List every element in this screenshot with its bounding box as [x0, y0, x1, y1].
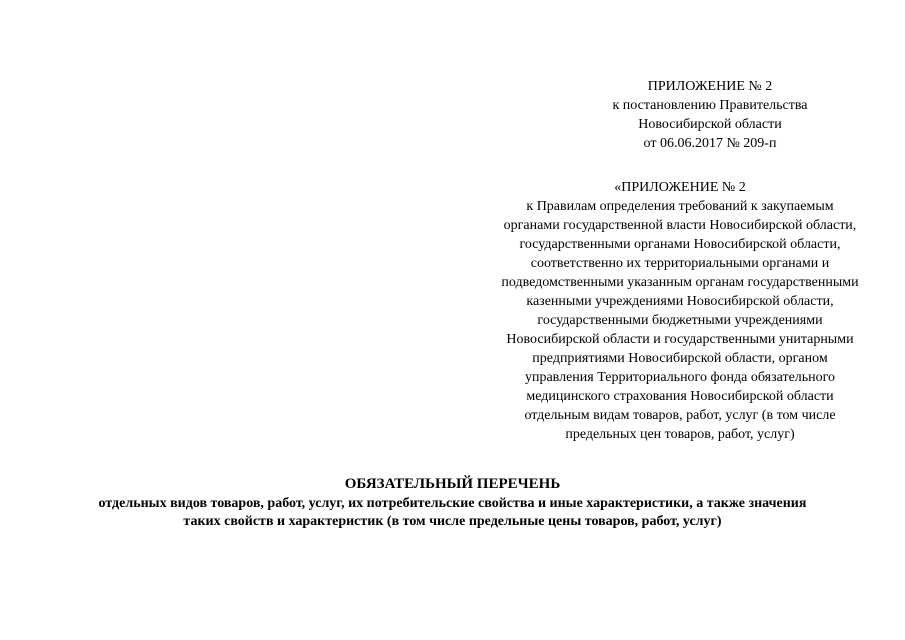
rules-line: подведомственными указанным органам государственными: [501, 275, 859, 290]
rules-line: Новосибирской области и государственными унитарными: [506, 332, 854, 347]
rules-line: государственными органами Новосибирской области,: [519, 237, 841, 252]
rules-appendix-header: [470, 178, 890, 444]
appendix-line: Новосибирской области: [638, 117, 782, 132]
title-subtitle-line: отдельных видов товаров, работ, услуг, их потребительские свойства и иные характеристики, а также значения: [98, 496, 807, 511]
appendix-line: к постановлению Правительства: [612, 98, 808, 113]
title-subtitle-line: таких свойств и характеристик (в том числе предельные цены товаров, работ, услуг): [183, 514, 722, 529]
rules-line: казенными учреждениями Новосибирской области,: [526, 294, 834, 309]
rules-line: государственными бюджетными учреждениями: [537, 313, 823, 328]
appendix-line: ПРИЛОЖЕНИЕ № 2: [647, 79, 773, 94]
appendix-header: [560, 77, 860, 153]
rules-line: к Правилам определения требований к закупаемым: [526, 199, 834, 214]
rules-line: управления Территориального фонда обязательного: [524, 370, 836, 385]
rules-line: «ПРИЛОЖЕНИЕ № 2: [614, 180, 746, 195]
document-title: [20, 474, 885, 531]
rules-line: соответственно их территориальными органами и: [530, 256, 830, 271]
title-main: ОБЯЗАТЕЛЬНЫЙ ПЕРЕЧЕНЬ: [344, 476, 561, 492]
rules-line: отдельным видам товаров, работ, услуг (в том числе: [524, 408, 836, 423]
rules-line: предприятиями Новосибирской области, органом: [532, 351, 828, 366]
rules-line: органами государственной власти Новосибирской области,: [503, 218, 857, 233]
appendix-line: от 06.06.2017 № 209-п: [643, 136, 777, 151]
rules-line: медицинского страхования Новосибирской области: [526, 389, 834, 404]
rules-line: предельных цен товаров, работ, услуг): [565, 427, 795, 442]
